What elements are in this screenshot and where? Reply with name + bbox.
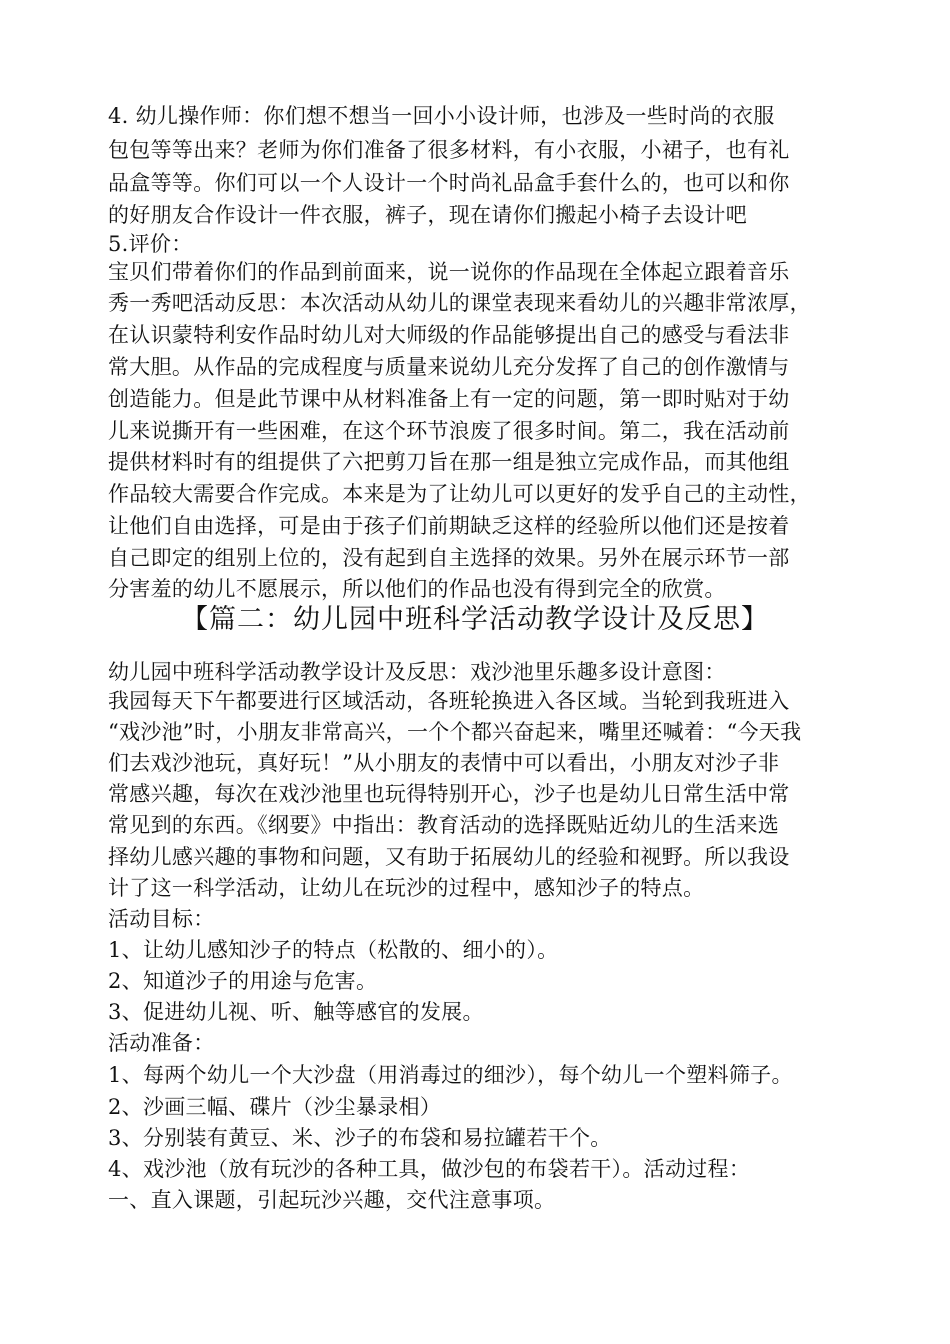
paragraph-line: 们去戏沙池玩，真好玩！”从小朋友的表情中可以看出，小朋友对沙子非 — [108, 751, 780, 775]
paragraph-line: 宝贝们带着你们的作品到前面来，说一说你的作品现在全体起立跟着音乐 — [108, 260, 790, 284]
paragraph-line: 提供材料时有的组提供了六把剪刀旨在那一组是独立完成作品，而其他组 — [108, 450, 790, 474]
paragraph-line: 常大胆。从作品的完成程度与质量来说幼儿充分发挥了自己的创作激情与 — [108, 355, 790, 379]
paragraph-line: 自己即定的组别上位的，没有起到自主选择的效果。另外在展示环节一部 — [108, 546, 790, 570]
list-item: 1、让幼儿感知沙子的特点（松散的、细小的）。 — [108, 938, 559, 962]
subheading-line: 活动目标： — [108, 907, 215, 931]
paragraph-line: 作品较大需要合作完成。本来是为了让幼儿可以更好的发乎自己的主动性， — [108, 482, 811, 506]
paragraph-line: 儿来说撕开有一些困难，在这个环节浪废了很多时间。第二，我在活动前 — [108, 419, 790, 443]
paragraph-line: 我园每天下午都要进行区域活动，各班轮换进入各区域。当轮到我班进入 — [108, 689, 790, 713]
list-item: 2、沙画三幅、碟片（沙尘暴录相） — [108, 1095, 442, 1119]
paragraph-line: 品盒等等。你们可以一个人设计一个时尚礼品盒手套什么的，也可以和你 — [108, 171, 790, 195]
paragraph-line: 的好朋友合作设计一件衣服，裤子，现在请你们搬起小椅子去设计吧 — [108, 203, 747, 227]
paragraph-line: 分害羞的幼儿不愿展示，所以他们的作品也没有得到完全的欣赏。 — [108, 577, 726, 601]
list-item: 4、戏沙池（放有玩沙的各种工具，做沙包的布袋若干）。活动过程： — [108, 1157, 751, 1181]
list-item: 1、每两个幼儿一个大沙盘（用消毒过的细沙），每个幼儿一个塑料筛子。 — [108, 1063, 793, 1087]
paragraph-line: 在认识蒙特利安作品时幼儿对大师级的作品能够提出自己的感受与看法非 — [108, 323, 790, 347]
paragraph-line: 一、直入课题，引起玩沙兴趣，交代注意事项。 — [108, 1188, 556, 1212]
paragraph-line: 包包等等出来？老师为你们准备了很多材料，有小衣服，小裙子，也有礼 — [108, 138, 790, 162]
paragraph-line: 创造能力。但是此节课中从材料准备上有一定的问题，第一即时贴对于幼 — [108, 387, 790, 411]
subheading-line: 活动准备： — [108, 1031, 215, 1055]
list-item: 3、促进幼儿视、听、触等感官的发展。 — [108, 1000, 484, 1024]
paragraph-line: 常见到的东西。《纲要》中指出：教育活动的选择既贴近幼儿的生活来选 — [108, 813, 780, 837]
paragraph-line: 让他们自由选择，可是由于孩子们前期缺乏这样的经验所以他们还是按着 — [108, 514, 790, 538]
paragraph-line: 4. 幼儿操作师：你们想不想当一回小小设计师，也涉及一些时尚的衣服 — [108, 104, 775, 128]
paragraph-line: 择幼儿感兴趣的事物和问题，又有助于拓展幼儿的经验和视野。所以我设 — [108, 845, 790, 869]
list-item: 3、分别装有黄豆、米、沙子的布袋和易拉罐若干个。 — [108, 1126, 612, 1150]
section-label: 5.评价： — [108, 232, 193, 256]
paragraph-line: 秀一秀吧活动反思：本次活动从幼儿的课堂表现来看幼儿的兴趣非常浓厚， — [108, 291, 811, 315]
paragraph-line: 计了这一科学活动，让幼儿在玩沙的过程中，感知沙子的特点。 — [108, 876, 705, 900]
paragraph-line: 幼儿园中班科学活动教学设计及反思：戏沙池里乐趣多设计意图： — [108, 660, 726, 684]
section-heading: 【篇二：幼儿园中班科学活动教学设计及反思】 — [181, 604, 769, 635]
paragraph-line: “戏沙池”时，小朋友非常高兴，一个个都兴奋起来，嘴里还喊着：“今天我 — [108, 720, 802, 744]
paragraph-line: 常感兴趣，每次在戏沙池里也玩得特别开心，沙子也是幼儿日常生活中常 — [108, 782, 790, 806]
list-item: 2、知道沙子的用途与危害。 — [108, 969, 378, 993]
